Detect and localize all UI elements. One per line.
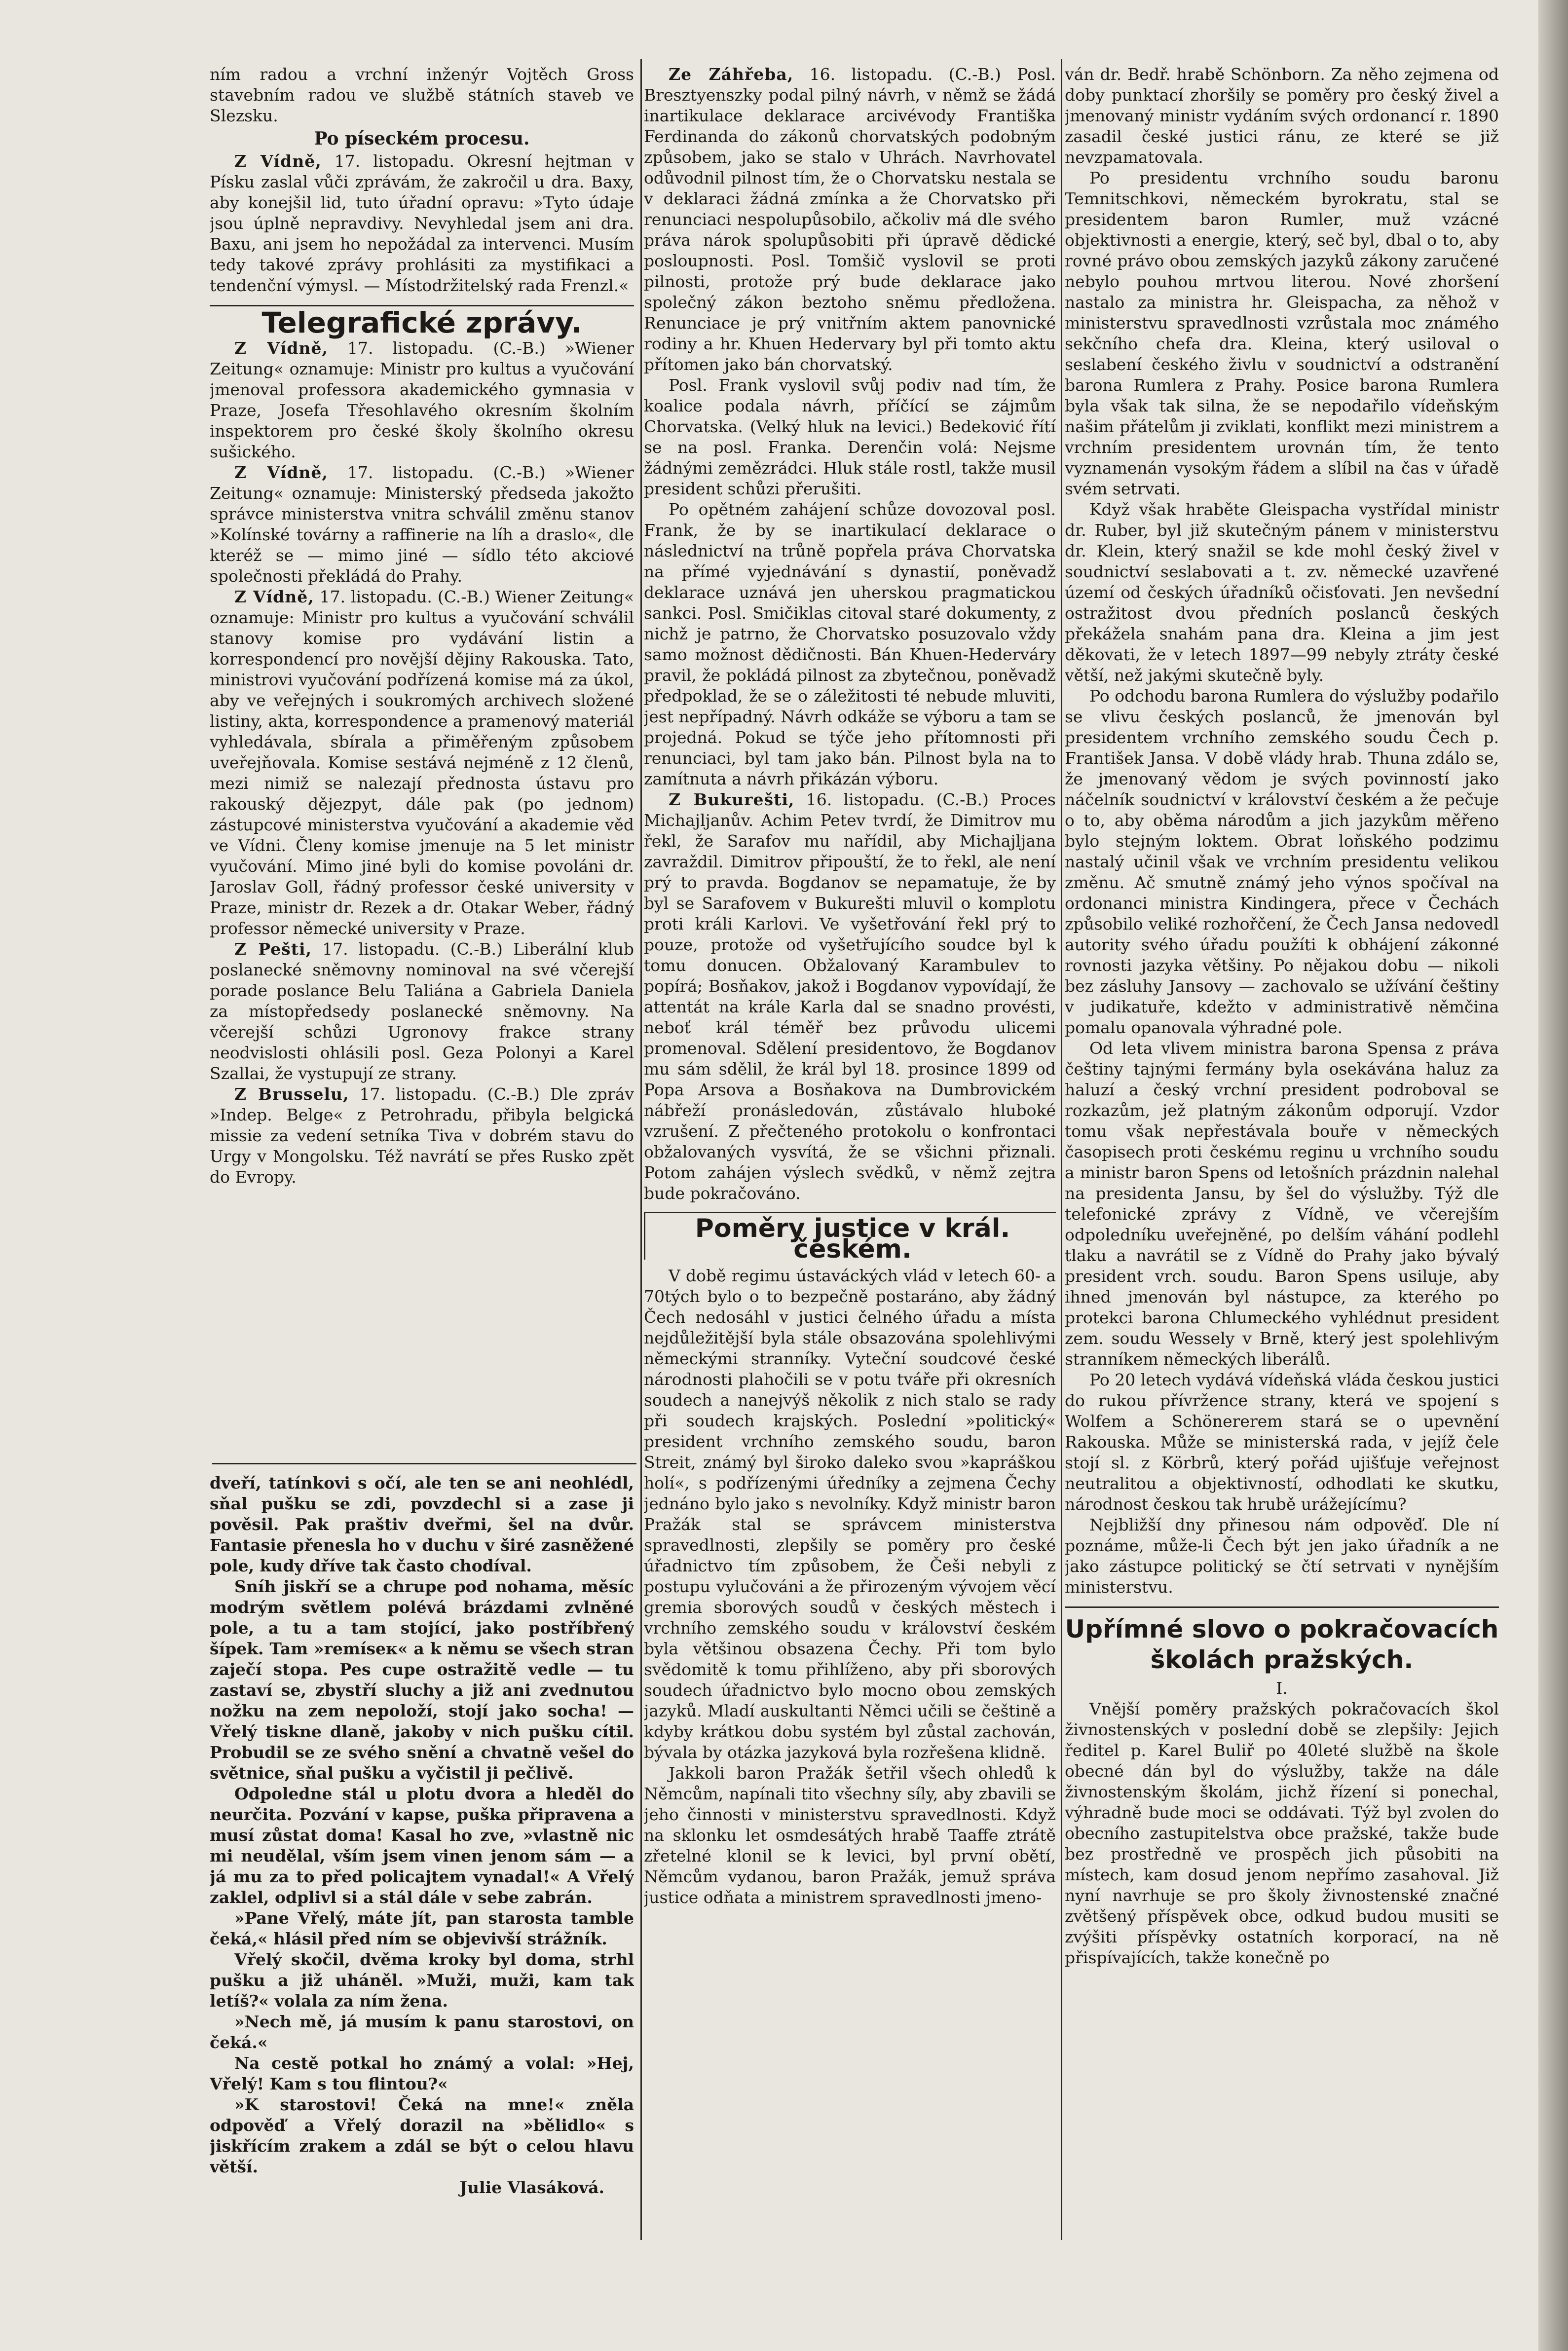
news-item: Z Vídně, 17. listopadu. Okresní hejtman v Písku zaslal vůči zprávám, že zakročil u dra. Baxy, aby konejšil lid, tuto úřadní opravu: »Tyto údaje jsou úplně nepravdivy. Nevyhledal jsem ani dra. Baxu, ani jsem ho nepožádal za intervenci. Musím tedy takové zprávy prohlásiti za mystifikaci a tendenční výmysl. — Místodržitelský rada Frenzl.« bbox=[210, 151, 634, 295]
feuilleton-paragraph: dveří, tatínkovi s očí, ale ten se ani neohlédl, sňal pušku se zdi, povzdechl si a zase ji pověsil. Pak praštiv dveřmi, šel na dvůr. Fantasie přenesla ho v duchu v širé zasněžené pole, kudy dříve tak často chodíval. bbox=[210, 1473, 634, 1575]
news-item: Ze Záhřeba, 16. listopadu. (C.-B.) Posl. Bresztyenszky podal pilný návrh, v němž se žádá inartikulace deklarace arcivévody Františka Ferdinanda do zákonů chorvatských podobným způsobem, jako se stalo v Uhrách. Navrhovatel odůvodnil pilnost tím, že o Chorvatsku nestala se v deklaraci žádná zmínka a že Chorvatsko při renunciaci nespolupůsobilo, ačkoliv má dle svého práva nárok spolupůsobiti při úpravě dědické posloupnosti. Posl. Tomšič vyslovil se proti pilnosti, protože prý bude deklarace jako společný zákon beztoho sněmu předložena. Renunciace je prý vnitřním aktem panovnické rodiny a hr. Khuen Hedervary byl při tomto aktu přítomen jako bán chorvatský. bbox=[644, 65, 1056, 374]
feuilleton-paragraph: Sníh jiskří se a chrupe pod nohama, měsíc modrým světlem polévá brázdami zvlněné pole, a tu a tam stojící, jako postříbřený šípek. Tam »remíseк« a k němu se všech stran zaječí stopa. Pes cupe ostražitě vedle — tu zastaví se, zbystří sluchy a již ani zvednutou nožku na zem nepoloží, stojí jako socha! — Vřelý tiskne dlaně, jakoby v nich pušku cítil. Probudil se ze svého snění a chvatně vešel do světnice, sňal pušku a vyčistil ji pečlivě. bbox=[210, 1577, 634, 1783]
news-paragraph: Po opětném zahájení schůze dovozoval posl. Frank, že by se inartikulací deklarace o následnictví na trůně popřela práva Chorvatska na přímé vyjednávání s dynastií, poněvadž deklarace uznává jen uherskou pragmatickou sankci. Posl. Smičiklas citoval staré dokumenty, z nichž je patrno, že Chorvatsko posuzovalo vždy samo možnost dědičnosti. Bán Khuen-Hederváry pravil, že pokládá pilnost za zbytečnou, poněvadž předpoklad, že se o záležitosti té nebude mluviti, jest nepřípadný. Návrh odkáže se výboru a tam se projedná. Pokud se týče jeho přítomnosti při renunciaci, byl tam jako bán. Pilnost byla na to zamítnuta a návrh přikázán výboru. bbox=[644, 500, 1056, 788]
article-paragraph: V době regimu ústaváckých vlád v letech 60- a 70tých bylo o to bezpečně postaráno, aby žádný Čech nedosáhl v justici čelného úřadu a místa nejdůležitější byla stále obsazována spolehlivými německými stranníky. Vyteční soudcové české národnosti plahočili se v potu tváře při okresních soudech a nanejvýš několik z nich stalo se rady při soudech krajských. Poslední »politický« president vrchního zemského soudu, baron Streit, známý byl široko daleko svou »kapráškou holí«, s podřízenými úředníky a zejmena Čechy jednáno bylo jako s nevolníky. Když ministr baron Pražák stal se správcem ministerstva spravedlnosti, zlepšily se poměry pro české úřadnictvo tím způsobem, že Češi nebyli z postupu vylučováni a že přirozeným vývojem věcí gremia sborových soudů v českých městech i vrchního zemského soudu v království českém byla většinou obsazena Čechy. Při tom bylo svědomitě k tomu přihlíženo, aby při sborových soudech úřadnictvo bylo mocno obou zemských jazyků. Mladí auskultanti Němci učili se češtině a kdyby krátkou dobu systém byl zůstal zachován, bývala by otázka jazyková byla rozřešena klidně. bbox=[644, 1266, 1056, 1762]
news-paragraph: Posl. Frank vyslovil svůj podiv nad tím, že koalice podala návrh, příčící se zájmům Chorvatska. (Velký hluk na levici.) Bedeković řítí se na posl. Franka. Derenčin volá: Nejsme žádnými zemězrádci. Hluk stále rostl, takže musil president schůzi přerušiti. bbox=[644, 375, 1056, 498]
article-paragraph: Nejbližší dny přinesou nám odpověď. Dle ní poznáme, může-li Čech být jen jako úřadník a ne jako zástupce politický se čtí setrvati v nynějším ministerstvu. bbox=[1065, 1515, 1499, 1597]
feuilleton-paragraph: »Pane Vřelý, máte jít, pan starosta tamble čeká,« hlásil před ním se objevivší strážník. bbox=[210, 1908, 634, 1948]
news-item: Z Vídně, 17. listopadu. (C.-B.) »Wiener Zeitung« oznamuje: Ministerský předseda jakožto správce ministerstva vnitra schválil změnu stanov »Kolínské továrny a raffinerie na líh a draslo«, dle kteréž se — mimo jiné — sídlo této akciové společnosti překládá do Prahy. bbox=[210, 463, 634, 586]
article-paragraph: Po 20 letech vydává vídeňská vláda českou justici do rukou přívržence strany, která ve spojení s Wolfem a Schönererem stará se o upevnění Rakouska. Může se ministerská rada, v jejíž čele stojí sl. z Körbrů, který pořád ujišťuje veřejnost neutralitou a objektivností, odhodlati ke skutku, národnost českou tak hrubě urážejícímu? bbox=[1065, 1370, 1499, 1514]
article-paragraph: Jakkoli baron Pražák šetřil všech ohledů k Němcům, napínali tito všechny síly, aby zbavili se jeho činnosti v ministerstvu spravedlnosti. Když na sklonku let osmdesátých hrabě Taaffe ztrátě zřetelné klonil se k levici, byl první obětí, Němcům vydanou, baron Pražák, jemuž správa justice odňata a ministrem spravedlnosti jmeno- bbox=[644, 1763, 1056, 1907]
article-paragraph: Po presidentu vrchního soudu baronu Temnitschkovi, německém byrokratu, stal se presidentem baron Rumler, muž vzácné objektivnosti a energie, který, seč byl, dbal o to, aby rovné právo obou zemských jazyků zákony zaručené nebylo pouhou mrtvou literou. Nové zhoršení nastalo za ministra hr. Gleispacha, za něhož v ministerstvu spravedlnosti vzrůstala moc známého sekčního chefa dra. Kleina, který usiloval o seslabení českého živlu v soudnictví a odstranění barona Rumlera z Prahy. Posice barona Rumlera byla však tak silna, že se nepodařilo vídeňským našim přátelům ji zviklati, konflikt mezi ministrem a vrchním presidentem urovnán tím, že tento vyznamenán vysokým řádem a slíbil na čas v úřadě svém setrvati. bbox=[1065, 168, 1499, 498]
author-signature: Julie Vlasáková. bbox=[459, 2178, 604, 2197]
column-1-news bbox=[210, 64, 634, 1460]
feuilleton-paragraph: Na cestě potkal ho známý a volal: »Hej, Vřelý! Kam s tou flintou?« bbox=[210, 2053, 634, 2093]
subheading-pisek: Po píseckém procesu. bbox=[314, 128, 530, 149]
feuilleton-paragraph: »Nech mě, já musím k panu starostovi, on čeká.« bbox=[210, 2012, 634, 2052]
column-rule bbox=[640, 59, 642, 2240]
news-item: Z Bukurešti, 16. listopadu. (C.-B.) Proces Michajljanův. Achim Petev tvrdí, že Dimitrov mu řekl, že Sarafov mu nařídil, aby Michajljana zavraždil. Dimitrov připouští, že to řekl, ale není prý to pravda. Bogdanov se nepamatuje, že by byl se Sarafovem v Bukurešti mluvil o komplotu proti králi Karlovi. Ve vyšetřování řekl prý to pouze, protože od vyšetřujícího soudce byl k tomu donucen. Obžalovaný Karambulev to popírá; Bosňakov, jakož i Bogdanov vypovídají, že attentát na krále Karla dal se snadno provésti, neboť král téměř bez průvodu ulicemi promenoval. Sdělení presidentovo, že Bogdanov mu sám sdělil, že král byl 18. prosince 1899 od Popa Arsova a Bosňakova na Dumbrovickém nábřeží pronásledován, zůstávalo hluboké vzrušení. Z přečteného protokolu o konfrontaci obžalovaných vysvítá, že se všichni přiznali. Potom zahájen výslech svědků, v němž zejtra bude pokračováno. bbox=[644, 790, 1056, 1203]
page-edge-shadow bbox=[1538, 0, 1568, 2351]
news-item: Z Brusselu, 17. listopadu. (C.-B.) Dle zpráv »Indep. Belge« z Petrohradu, přibyla belgická missie za vedení setníka Tiva v dobrém stavu do Urgy v Mongolsku. Též navrátí se přes Rusko zpět do Evropy. bbox=[210, 1084, 634, 1187]
news-item: Z Vídně, 17. listopadu. (C.-B.) »Wiener Zeitung« oznamuje: Ministr pro kultus a vyučování jmenoval professora akademického gymnasia v Praze, Josefa Třesohlavého okresním školním inspektorem pro české školy školního okresu sušického. bbox=[210, 338, 634, 461]
feuilleton-paragraph: Vřelý skočil, dvěma kroky byl doma, strhl pušku a již uháněl. »Muži, muži, kam tak letíš?« volala za ním žena. bbox=[210, 1950, 634, 2011]
feuilleton-divider bbox=[212, 1463, 636, 1464]
column-2 bbox=[644, 64, 1056, 2245]
article-paragraph: Vnější poměry pražských pokračovacích škol živnostenských v poslední době se zlepšily: Jejich ředitel p. Karel Buliř po 40leté službě na škole obecné dán byl do výslužby, takže na dále živnostenským školám, jichž řízení si ponechal, výhradně bude moci se oddávati. Týž byl zvolen do obecního zastupitelstva obce pražské, takže bude bez prostředně ve prospěch jich působiti na místech, kam dosud jenom nepřímo zasahoval. Již nyní navrhuje se pro školy živnostenské značné zvětšený příspěvek obce, odkud budou musiti se zvýšiti příspěvky ostatních korporací, na ně přispívajících, takže konečně po bbox=[1065, 1699, 1499, 1967]
article-paragraph: Po odchodu barona Rumlera do výslužby podařilo se vlivu českých poslanců, že jmenován byl presidentem vrchního zemského soudu Čech p. František Jansa. V době vlády hrab. Thuna zdálo se, že jmenovaný vědom je svých povinností jako náčelník soudnictví v království českém a že pečuje o to, aby oběma národům a jich jazykům měřeno bylo stejným loktem. Obrat loňského podzimu nastalý učinil však ve vrchním presidentu velikou změnu. Ač smutně známý jeho výnos spočíval na ordonanci ministra Kindingera, přece v Čechách způsobilo veliké rozhořčení, že Čech Jansa nedovedl autority svého úřadu použíti k obhájení zákonné rovnosti jazyka většiny. Po nějakou dobu — nikoli bez zásluhy Jansovy — zachovalo se užívání češtiny v judikatuře, kdežto v administrativě němčina pomalu opanovala výhradné pole. bbox=[1065, 686, 1499, 1037]
feuilleton-paragraph: »K starostovi! Čeká na mne!« zněla odpověď a Vřelý dorazil na »bělidlo« s jiskřícím zrakem a zdál se být o celou hlavu větší. bbox=[210, 2095, 634, 2176]
section-title-telegraphic: Telegrafické zprávy. bbox=[210, 305, 634, 333]
article-paragraph: ván dr. Bedř. hrabě Schönborn. Za něho zejmena od doby punktací zhoršily se poměry pro český živel a jmenovaný ministr vydáním svých ordonancí r. 1890 zasadil české justici ránu, ze které se již nevzpamatovala. bbox=[1065, 65, 1499, 167]
news-item: Z Vídně, 17. listopadu. (C.-B.) Wiener Zeitung« oznamuje: Ministr pro kultus a vyučování schválil stanovy komise pro vydávání listin a korrespondencí pro novější dějiny Rakouska. Tato, ministrovi vyučování podřízená komise má za úkol, aby ve veřejných i soukromých archivech složené listiny, akta, korrespondence a pramenový materiál vyhledávala, sbírala a přiměřeným způsobem uveřejňovala. Komise sestává nejméně z 12 členů, mezi nimiž se nalezají přednosta ústavu pro rakouský dějezpyt, dále pak (po jednom) zástupcové ministerstva vyučování a akademie věd ve Vídni. Členy komise jmenuje na 5 let ministr vyučování. Mimo jiné byli do komise povoláni dr. Jaroslav Goll, řádný professor české university v Praze, ministr dr. Rezek a dr. Otakar Weber, řádný professor německé university v Praze. bbox=[210, 587, 634, 938]
feuilleton-paragraph: Odpoledne stál u plotu dvora a hleděl do neurčita. Pozvání v kapse, puška připravena a musí zůstat doma! Kasal ho zve, »vlastně nic mi neudělal, vším jsem vinen jenom sám — a já mu za to před policajtem vynadal!« A Vřelý zaklel, odplivl si a stál dále v sebe zabrán. bbox=[210, 1784, 634, 1907]
article-paragraph: Od leta vlivem ministra barona Spensa z práva češtiny tajnými fermány byla osekávána haluz za haluzí a český vrchní president podroboval se rozkazům, jež platným zákonům odporují. Vzdor tomu však nepřestávala bouře v německých časopisech proti českému reginu u vrchního soudu a ministr baron Spens od letošních prázdnin nalehal na presidenta Jansu, by šel do výslužby. Týž dle telefonické zprávy z Vídně, ve včerejším odpoledníku uveřejněné, po delším váhání podlehl tlaku a navrátil se z Vídně do Prahy jako bývalý president vrch. soudu. Baron Spens usiluje, aby ihned jmenován byl nástupce, za kterého po protekci barona Chlumeckého vyhlédnut president zem. soudu Wessely v Brně, který jest spolehlivým stranníkem německých liberálů. bbox=[1065, 1039, 1499, 1369]
article-paragraph: Když však hraběte Gleispacha vystřídal ministr dr. Ruber, byl již skutečným pánem v ministerstvu dr. Klein, který snažil se kde mohl český živel v soudnictví seslabovati a t. zv. německé uzavřené území od českých úřadníků očisťovati. Jen nevšední ostražitost dvou předních poslanců českých překážela snahám pana dra. Kleina a jim jest děkovati, že v letech 1897—99 nebyly ztráty české větší, než jakými skutečně byly. bbox=[1065, 500, 1499, 685]
section-title-schools: Upřímné slovo o pokračovacích školách pražských. bbox=[1065, 1606, 1499, 1675]
intro-text: ním radou a vrchní inženýr Vojtěch Gross stavebním radou ve službě státních staveb ve Slezsku. bbox=[210, 65, 634, 125]
column-3 bbox=[1065, 64, 1499, 2245]
news-item: Z Pešti, 17. listopadu. (C.-B.) Liberální klub poslanecké sněmovny nominoval na své včerejší porade poslance Belu Taliána a Gabriela Daniela za místopředsedy poslanecké sněmovny. Na včerejší schůzi Ugronovy frakce strany neodvislosti ohlásili posl. Geza Polonyi a Karel Szallai, že vystupují ze strany. bbox=[210, 939, 634, 1083]
part-number: I. bbox=[1276, 1679, 1288, 1698]
column-1-feuilleton bbox=[210, 1473, 634, 2242]
section-title-justice: Poměry justice v král. českém. bbox=[644, 1212, 1056, 1260]
column-rule bbox=[1061, 59, 1062, 2240]
